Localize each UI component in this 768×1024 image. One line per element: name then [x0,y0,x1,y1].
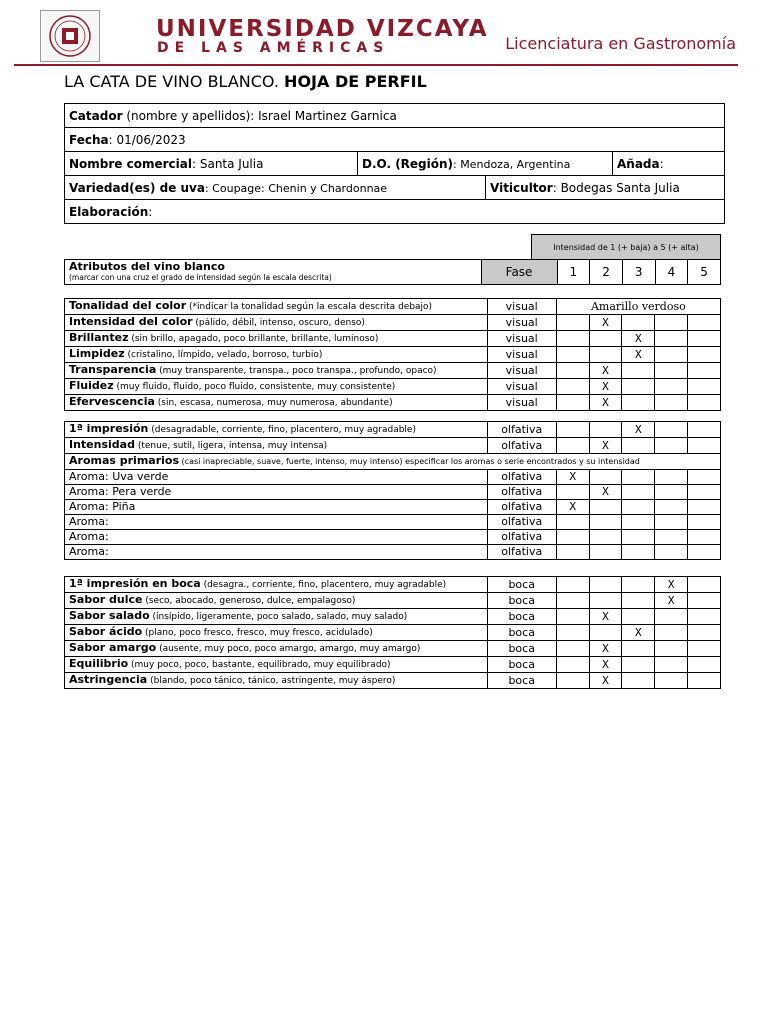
mark-cell[interactable] [655,363,688,379]
attribute-hint: (cristalino, límpido, velado, borroso, turbio) [124,350,323,360]
mark-cell[interactable] [688,438,721,454]
mark-cell[interactable] [622,577,655,593]
nombre-label: Nombre comercial [69,156,192,171]
mark-cell[interactable] [556,530,589,545]
mark-cell[interactable] [688,609,721,625]
catador-value: Israel Martinez Garnica [258,108,397,123]
phase-header: Fase [481,260,557,285]
table-row [65,485,721,500]
attribute-label: Fluidez [69,379,114,392]
info-table [64,103,725,224]
mark-cell[interactable] [556,438,589,454]
mark-cell[interactable] [622,379,655,395]
mark-cell[interactable] [655,438,688,454]
mark-cell[interactable] [556,545,589,560]
mark-cell[interactable]: X [589,363,622,379]
mark-cell[interactable] [622,395,655,411]
table-row [65,641,721,657]
table-row [65,577,721,593]
table-row [65,593,721,609]
info-row-catador [65,104,725,128]
aroma-label[interactable]: Aroma: Pera verde [65,485,488,500]
attribute-cell [65,577,488,593]
fecha-value: : 01/06/2023 [108,132,186,147]
mark-cell[interactable]: X [589,657,622,673]
attributes-subtitle: (marcar con una cruz el grado de intensidad según la escala descrita) [69,273,332,282]
mark-cell[interactable] [556,673,589,689]
phase-cell: visual [487,379,556,395]
viticultor-label: Viticultor [490,180,553,195]
mark-cell[interactable] [655,530,688,545]
university-subtitle: DE LAS AMÉRICAS [157,40,390,56]
attribute-label: Sabor amargo [69,641,157,654]
elaboracion-label: Elaboración [69,204,149,219]
attributes-title-cell [65,260,482,285]
mark-cell[interactable] [622,438,655,454]
mark-cell[interactable] [622,363,655,379]
info-row-variedad [65,176,725,200]
table-row [65,454,721,470]
mark-cell[interactable] [688,363,721,379]
level-header: 1 [557,260,590,285]
title-normal: LA CATA DE VINO BLANCO. [64,72,279,91]
university-name: UNIVERSIDAD VIZCAYA [156,16,489,42]
mark-cell[interactable] [622,657,655,673]
anada-cell[interactable] [613,152,725,176]
phase-cell: olfativa [487,545,556,560]
mark-cell[interactable] [589,515,622,530]
attribute-label: Transparencia [69,363,157,376]
variedad-row-wrap [65,176,725,200]
tonality-value[interactable]: Amarillo verdoso [556,299,720,315]
attribute-hint: (plano, poco fresco, fresco, muy fresco, acidulado) [142,628,373,638]
mark-cell[interactable] [589,500,622,515]
table-row [65,515,721,530]
attribute-label: Intensidad del color [69,315,193,328]
attributes-header-row [65,260,721,285]
fecha-cell[interactable] [65,128,725,152]
attribute-hint: (sin brillo, apagado, poco brillante, brillante, luminoso) [128,334,379,344]
mark-cell[interactable] [688,485,721,500]
attribute-hint: (pálido, débil, intenso, oscuro, denso) [192,318,365,328]
mark-cell[interactable] [688,395,721,411]
mark-cell[interactable] [589,470,622,485]
mark-cell[interactable] [655,609,688,625]
attribute-hint: (blando, poco tánico, tánico, astringente, muy áspero) [147,676,396,686]
info-row-fecha [65,128,725,152]
mark-cell[interactable] [688,347,721,363]
university-logo-icon [40,10,100,62]
aroma-label[interactable]: Aroma: [65,545,488,560]
mark-cell[interactable]: X [622,625,655,641]
scale-row [532,235,721,260]
attribute-cell [65,593,488,609]
do-label: D.O. (Región) [362,156,454,171]
viticultor-value: : Bodegas Santa Julia [552,180,680,195]
mark-cell[interactable] [688,379,721,395]
level-header: 3 [622,260,655,285]
table-row [65,363,721,379]
mark-cell[interactable] [556,331,589,347]
mark-cell[interactable] [655,470,688,485]
catador-label: Catador [69,108,123,123]
mark-cell[interactable]: X [655,593,688,609]
mark-cell[interactable] [655,485,688,500]
mark-cell[interactable] [556,657,589,673]
mark-cell[interactable]: X [556,500,589,515]
attribute-hint: (sin, escasa, numerosa, muy numerosa, abundante) [154,398,393,408]
mark-cell[interactable] [688,577,721,593]
attribute-label: Astringencia [69,673,148,686]
phase-cell: boca [487,609,556,625]
mark-cell[interactable] [688,641,721,657]
mark-cell[interactable] [622,673,655,689]
table-row [65,625,721,641]
aroma-label[interactable]: Aroma: [65,515,488,530]
table-row [65,395,721,411]
mark-cell[interactable]: X [589,609,622,625]
attribute-hint: (ausente, muy poco, poco amargo, amargo, muy amargo) [156,644,421,654]
aroma-label[interactable]: Aroma: [65,530,488,545]
table-row [65,470,721,485]
scale-heading: Intensidad de 1 (+ baja) a 5 (+ alta) [532,235,721,260]
mark-cell[interactable]: X [655,577,688,593]
attribute-label: Equilibrio [69,657,129,670]
attribute-cell [65,299,488,315]
phase-cell: olfativa [487,438,556,454]
phase-cell: olfativa [487,470,556,485]
phase-cell: olfativa [487,530,556,545]
mark-cell[interactable] [688,470,721,485]
attribute-cell [65,609,488,625]
program-name: Licenciatura en Gastronomía [505,34,736,53]
mark-cell[interactable] [556,347,589,363]
mark-cell[interactable] [589,331,622,347]
attributes-title: Atributos del vino blanco [69,260,225,273]
attribute-label: Sabor salado [69,609,150,622]
mark-cell[interactable] [556,625,589,641]
mark-cell[interactable] [556,577,589,593]
phase-cell: visual [487,299,556,315]
variedad-value: : Coupage: Chenin y Chardonnae [204,181,388,195]
variedad-inner-table [65,176,724,199]
table-row [65,379,721,395]
table-row [65,609,721,625]
info-row-elaboracion [65,200,725,224]
visual-section-table [64,298,721,411]
attribute-cell [65,315,488,331]
level-header: 2 [590,260,623,285]
attribute-cell [65,657,488,673]
mark-cell[interactable]: X [589,485,622,500]
mark-cell[interactable]: X [622,331,655,347]
mark-cell[interactable] [655,673,688,689]
attribute-cell [65,363,488,379]
phase-cell: visual [487,315,556,331]
mark-cell[interactable] [655,347,688,363]
phase-cell: olfativa [487,422,556,438]
mark-cell[interactable] [589,347,622,363]
mark-cell[interactable] [688,625,721,641]
attribute-label: Brillantez [69,331,129,344]
mark-cell[interactable] [589,593,622,609]
table-row [65,422,721,438]
mark-cell[interactable] [622,593,655,609]
mark-cell[interactable] [655,395,688,411]
mark-cell[interactable]: X [622,347,655,363]
title-bold: HOJA DE PERFIL [284,72,427,91]
attribute-hint: (tenue, sutil, ligera, intensa, muy intensa) [134,441,328,451]
attribute-label: Limpidez [69,347,125,360]
mark-cell[interactable] [622,545,655,560]
aromas-label: Aromas primarios [69,454,180,467]
table-row [65,438,721,454]
mark-cell[interactable]: X [556,470,589,485]
do-cell[interactable] [358,152,613,176]
aroma-label[interactable]: Aroma: Piña [65,500,488,515]
mark-cell[interactable] [556,379,589,395]
document-title [64,72,427,91]
mark-cell[interactable] [655,331,688,347]
mark-cell[interactable] [556,593,589,609]
mark-cell[interactable] [556,485,589,500]
mark-cell[interactable] [655,315,688,331]
mark-cell[interactable] [556,515,589,530]
attribute-label: Efervescencia [69,395,155,408]
mark-cell[interactable] [688,593,721,609]
mark-cell[interactable] [622,530,655,545]
attributes-header-table [64,259,721,285]
elaboracion-value: : [148,204,153,219]
attribute-label: 1ª impresión [69,422,149,435]
fecha-label: Fecha [69,132,109,147]
anada-label: Añada [617,156,660,171]
attribute-label: 1ª impresión en boca [69,577,201,590]
table-row [65,331,721,347]
mark-cell[interactable] [622,485,655,500]
attribute-hint: (muy fluido, fluido, poco fluido, consistente, muy consistente) [113,382,396,392]
phase-cell: boca [487,657,556,673]
phase-cell: visual [487,363,556,379]
intensity-scale-heading [531,234,721,260]
mark-cell[interactable] [688,545,721,560]
attribute-hint: (insípido, ligeramente, poco salado, salado, muy salado) [149,612,408,622]
mark-cell[interactable]: X [589,315,622,331]
attribute-cell [65,625,488,641]
mark-cell[interactable] [688,515,721,530]
mark-cell[interactable] [655,422,688,438]
attribute-cell [65,395,488,411]
phase-cell: olfativa [487,500,556,515]
table-row [65,545,721,560]
mark-cell[interactable] [688,657,721,673]
phase-cell: boca [487,577,556,593]
mark-cell[interactable] [556,315,589,331]
table-row [65,530,721,545]
mark-cell[interactable] [622,500,655,515]
attribute-label: Sabor dulce [69,593,143,606]
attribute-cell [65,641,488,657]
attribute-cell [65,379,488,395]
mark-cell[interactable] [688,673,721,689]
attribute-hint: (desagra., corriente, fino, placentero, muy agradable) [200,580,447,590]
mark-cell[interactable] [655,625,688,641]
mouth-section-table [64,576,721,689]
mark-cell[interactable] [622,515,655,530]
mark-cell[interactable] [556,641,589,657]
attribute-cell [65,673,488,689]
phase-cell: olfativa [487,515,556,530]
mark-cell[interactable] [655,545,688,560]
mark-cell[interactable] [622,315,655,331]
phase-cell: visual [487,347,556,363]
attribute-label: Intensidad [69,438,135,451]
mark-cell[interactable] [556,363,589,379]
aromas-hint: (casi inapreciable, suave, fuerte, intenso, muy intenso) especificar los aromas o serie encontrados y su intensidad [179,457,640,466]
aromas-header-cell [65,454,721,470]
level-header: 5 [688,260,721,285]
mark-cell[interactable] [622,470,655,485]
attribute-hint: (muy poco, poco, bastante, equilibrado, muy equilibrado) [128,660,391,670]
table-row [65,673,721,689]
catador-hint: (nombre y apellidos): [122,108,259,123]
mark-cell[interactable] [589,530,622,545]
phase-cell: visual [487,331,556,347]
table-row [65,315,721,331]
attribute-hint: (*indicar la tonalidad según la escala descrita debajo) [186,302,433,312]
nombre-cell[interactable] [65,152,358,176]
mark-cell[interactable] [622,609,655,625]
phase-cell: boca [487,641,556,657]
variedad-cell[interactable] [65,176,486,199]
mark-cell[interactable] [688,315,721,331]
phase-cell: boca [487,673,556,689]
attribute-cell [65,331,488,347]
mark-cell[interactable] [655,515,688,530]
mark-cell[interactable]: X [589,379,622,395]
phase-cell: olfativa [487,485,556,500]
mark-cell[interactable] [688,530,721,545]
table-row [65,347,721,363]
variedad-label: Variedad(es) de uva [69,180,205,195]
page-header [14,6,738,66]
do-value: : Mendoza, Argentina [453,157,571,171]
mark-cell[interactable]: X [589,438,622,454]
attribute-cell [65,422,488,438]
olfactive-section-table [64,421,721,560]
info-row-nombre [65,152,725,176]
elaboracion-cell[interactable] [65,200,725,224]
mark-cell[interactable] [655,500,688,515]
mark-cell[interactable]: X [589,395,622,411]
phase-cell: boca [487,593,556,609]
mark-cell[interactable] [556,422,589,438]
attribute-cell [65,347,488,363]
attribute-hint: (seco, abocado, generoso, dulce, empalagoso) [142,596,356,606]
attribute-cell [65,438,488,454]
mark-cell[interactable] [688,331,721,347]
table-row [65,657,721,673]
catador-cell[interactable] [65,104,725,128]
mark-cell[interactable] [688,422,721,438]
attribute-label: Sabor ácido [69,625,143,638]
mark-cell[interactable] [655,657,688,673]
mark-cell[interactable] [589,625,622,641]
mark-cell[interactable] [688,500,721,515]
mark-cell[interactable] [556,609,589,625]
attribute-hint: (desagradable, corriente, fino, placentero, muy agradable) [148,425,416,435]
phase-cell: boca [487,625,556,641]
mark-cell[interactable]: X [622,422,655,438]
nombre-value: : Santa Julia [191,156,264,171]
mark-cell[interactable] [655,379,688,395]
aroma-label[interactable]: Aroma: Uva verde [65,470,488,485]
mark-cell[interactable]: X [589,641,622,657]
anada-value: : [659,156,664,171]
attribute-label: Tonalidad del color [69,299,187,312]
attribute-hint: (muy transparente, transpa., poco transpa., profundo, opaco) [156,366,437,376]
table-row [65,299,721,315]
mark-cell[interactable] [589,577,622,593]
mark-cell[interactable] [655,641,688,657]
variedad-inner-row [65,176,724,199]
table-row [65,500,721,515]
mark-cell[interactable]: X [589,673,622,689]
mark-cell[interactable] [556,395,589,411]
mark-cell[interactable] [589,545,622,560]
level-header: 4 [655,260,688,285]
phase-cell: visual [487,395,556,411]
mark-cell[interactable] [589,422,622,438]
mark-cell[interactable] [622,641,655,657]
viticultor-cell[interactable] [486,176,725,199]
